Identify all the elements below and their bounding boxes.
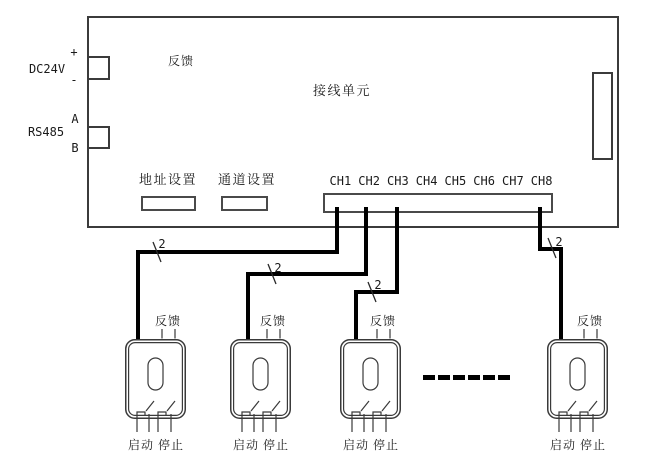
device-2 [231, 329, 291, 432]
channel-labels [326, 175, 556, 188]
channel-label-ch6: CH6 [473, 174, 495, 188]
device-inner-outline [129, 343, 183, 416]
device3-stop-label: 停止 [372, 438, 400, 452]
core-count-label-3: 2 [374, 278, 382, 292]
device4-feedback-label: 反馈 [576, 314, 604, 328]
unit-feedback-label: 反馈 [167, 54, 195, 68]
unit-title: 接线单元 [312, 84, 372, 99]
power-minus-label: - [70, 73, 78, 87]
dash [483, 375, 495, 380]
channel-label-ch3: CH3 [387, 174, 409, 188]
indicator-slot [570, 358, 585, 390]
device-outline [231, 340, 291, 419]
contact-blades [251, 401, 280, 411]
core-count-label-1: 2 [158, 237, 166, 251]
device1-stop-label: 停止 [157, 438, 185, 452]
indicator-slot [148, 358, 163, 390]
device-outline [341, 340, 401, 419]
device-3 [341, 329, 401, 432]
indicator-slot [363, 358, 378, 390]
rs485-a-label: A [71, 112, 79, 126]
rs485-b-label: B [71, 141, 79, 155]
channel-setting-label: 通道设置 [217, 173, 277, 188]
contact-blades [361, 401, 390, 411]
device3-start-label: 启动 [342, 438, 370, 452]
contact-blades [568, 401, 597, 411]
device1-start-label: 启动 [127, 438, 155, 452]
channel-label-ch8: CH8 [530, 174, 553, 188]
device-4 [548, 329, 608, 432]
device-1 [126, 329, 186, 432]
feedback-pins [584, 329, 597, 339]
device2-stop-label: 停止 [262, 438, 290, 452]
core-count-label-2: 2 [274, 261, 282, 275]
device-inner-outline [234, 343, 288, 416]
channel-label-ch1: CH1 [329, 174, 352, 188]
device3-feedback-label: 反馈 [369, 314, 397, 328]
device2-feedback-label: 反馈 [259, 314, 287, 328]
device1-feedback-label: 反馈 [154, 314, 182, 328]
continuation-dashes [423, 375, 510, 380]
channel-label-ch7: CH7 [502, 174, 524, 188]
device-inner-outline [344, 343, 398, 416]
feedback-pins [377, 329, 390, 339]
channel-label-ch2: CH2 [358, 174, 380, 188]
indicator-slot [253, 358, 268, 390]
dash [468, 375, 480, 380]
dash [498, 375, 510, 380]
dash [453, 375, 465, 380]
device-outline [126, 340, 186, 419]
device4-stop-label: 停止 [579, 438, 607, 452]
device4-start-label: 启动 [549, 438, 577, 452]
device-outline [548, 340, 608, 419]
core-count-label-4: 2 [555, 235, 563, 249]
channel-label-ch5: CH5 [444, 174, 467, 188]
rs485-name-label: RS485 [27, 125, 65, 139]
power-plus-label: + [70, 45, 78, 59]
feedback-pins [162, 329, 175, 339]
address-setting-label: 地址设置 [138, 173, 198, 188]
contact-blades [146, 401, 175, 411]
wire-ch8-device4 [540, 207, 561, 339]
device2-start-label: 启动 [232, 438, 260, 452]
power-name-label: DC24V [28, 62, 66, 76]
dash [438, 375, 450, 380]
channel-label-ch4: CH4 [415, 174, 438, 188]
feedback-pins [267, 329, 280, 339]
dash [423, 375, 435, 380]
device-inner-outline [551, 343, 605, 416]
